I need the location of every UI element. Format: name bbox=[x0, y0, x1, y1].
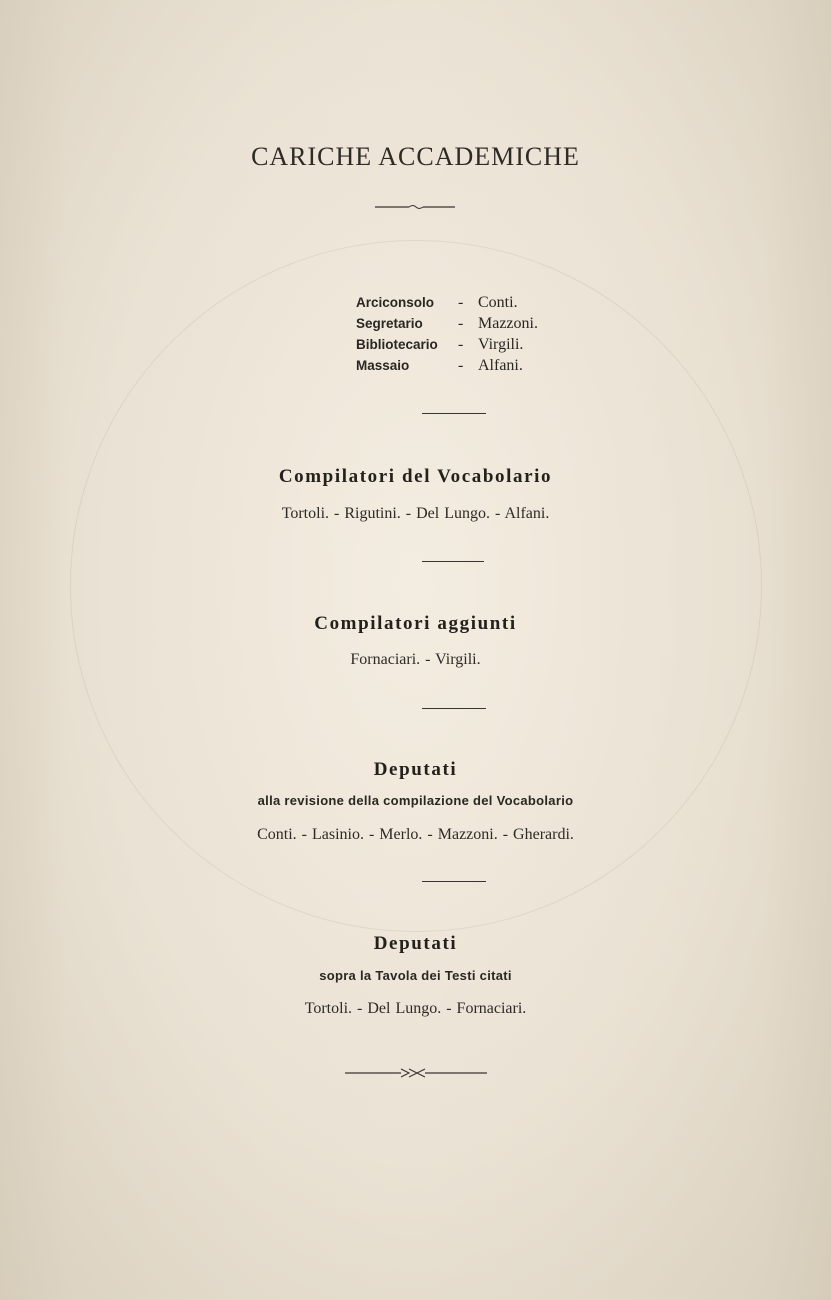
officer-dash: - bbox=[458, 335, 464, 353]
section-names-deputati-revisione: Conti. - Lasinio. - Merlo. - Mazzoni. - Gherardi. bbox=[257, 826, 574, 843]
section-subtitle-deputati-revisione: alla revisione della compilazione del Vocabolario bbox=[257, 793, 574, 808]
officer-name: Alfani. bbox=[478, 356, 523, 374]
officer-name: Mazzoni. bbox=[478, 314, 538, 332]
divider-rule bbox=[422, 561, 484, 562]
officer-row bbox=[356, 334, 538, 355]
section-heading-deputati-revisione: Deputati bbox=[373, 759, 458, 780]
officer-dash: - bbox=[458, 356, 464, 374]
title-ornament bbox=[0, 200, 831, 220]
section-subtitle-deputati-tavola: sopra la Tavola dei Testi citati bbox=[319, 968, 512, 983]
officer-role: Massaio bbox=[356, 358, 410, 373]
officer-dash: - bbox=[458, 293, 464, 311]
officer-dash: - bbox=[458, 314, 464, 332]
officer-name: Virgili. bbox=[478, 335, 524, 353]
divider-rule bbox=[422, 708, 486, 709]
officer-name: Conti. bbox=[478, 293, 518, 311]
officer-row bbox=[356, 313, 538, 334]
officer-row bbox=[356, 355, 538, 376]
section-names-compilatori: Tortoli. - Rigutini. - Del Lungo. - Alfani. bbox=[281, 505, 550, 522]
divider-rule bbox=[422, 881, 486, 882]
section-names-compilatori-aggiunti: Fornaciari. - Virgili. bbox=[350, 651, 481, 668]
officer-role: Arciconsolo bbox=[356, 295, 435, 310]
officers-list bbox=[356, 292, 538, 376]
closing-ornament bbox=[0, 1066, 831, 1086]
section-heading-compilatori: Compilatori del Vocabolario bbox=[278, 466, 553, 487]
section-heading-compilatori-aggiunti: Compilatori aggiunti bbox=[314, 613, 517, 634]
officer-row bbox=[356, 292, 538, 313]
divider-rule bbox=[422, 413, 486, 414]
section-names-deputati-tavola: Tortoli. - Del Lungo. - Fornaciari. bbox=[304, 1000, 527, 1017]
officer-role: Segretario bbox=[356, 316, 423, 331]
page-title: CARICHE ACCADEMICHE bbox=[251, 142, 580, 171]
officer-role: Bibliotecario bbox=[356, 337, 438, 352]
section-heading-deputati-tavola: Deputati bbox=[373, 933, 458, 954]
